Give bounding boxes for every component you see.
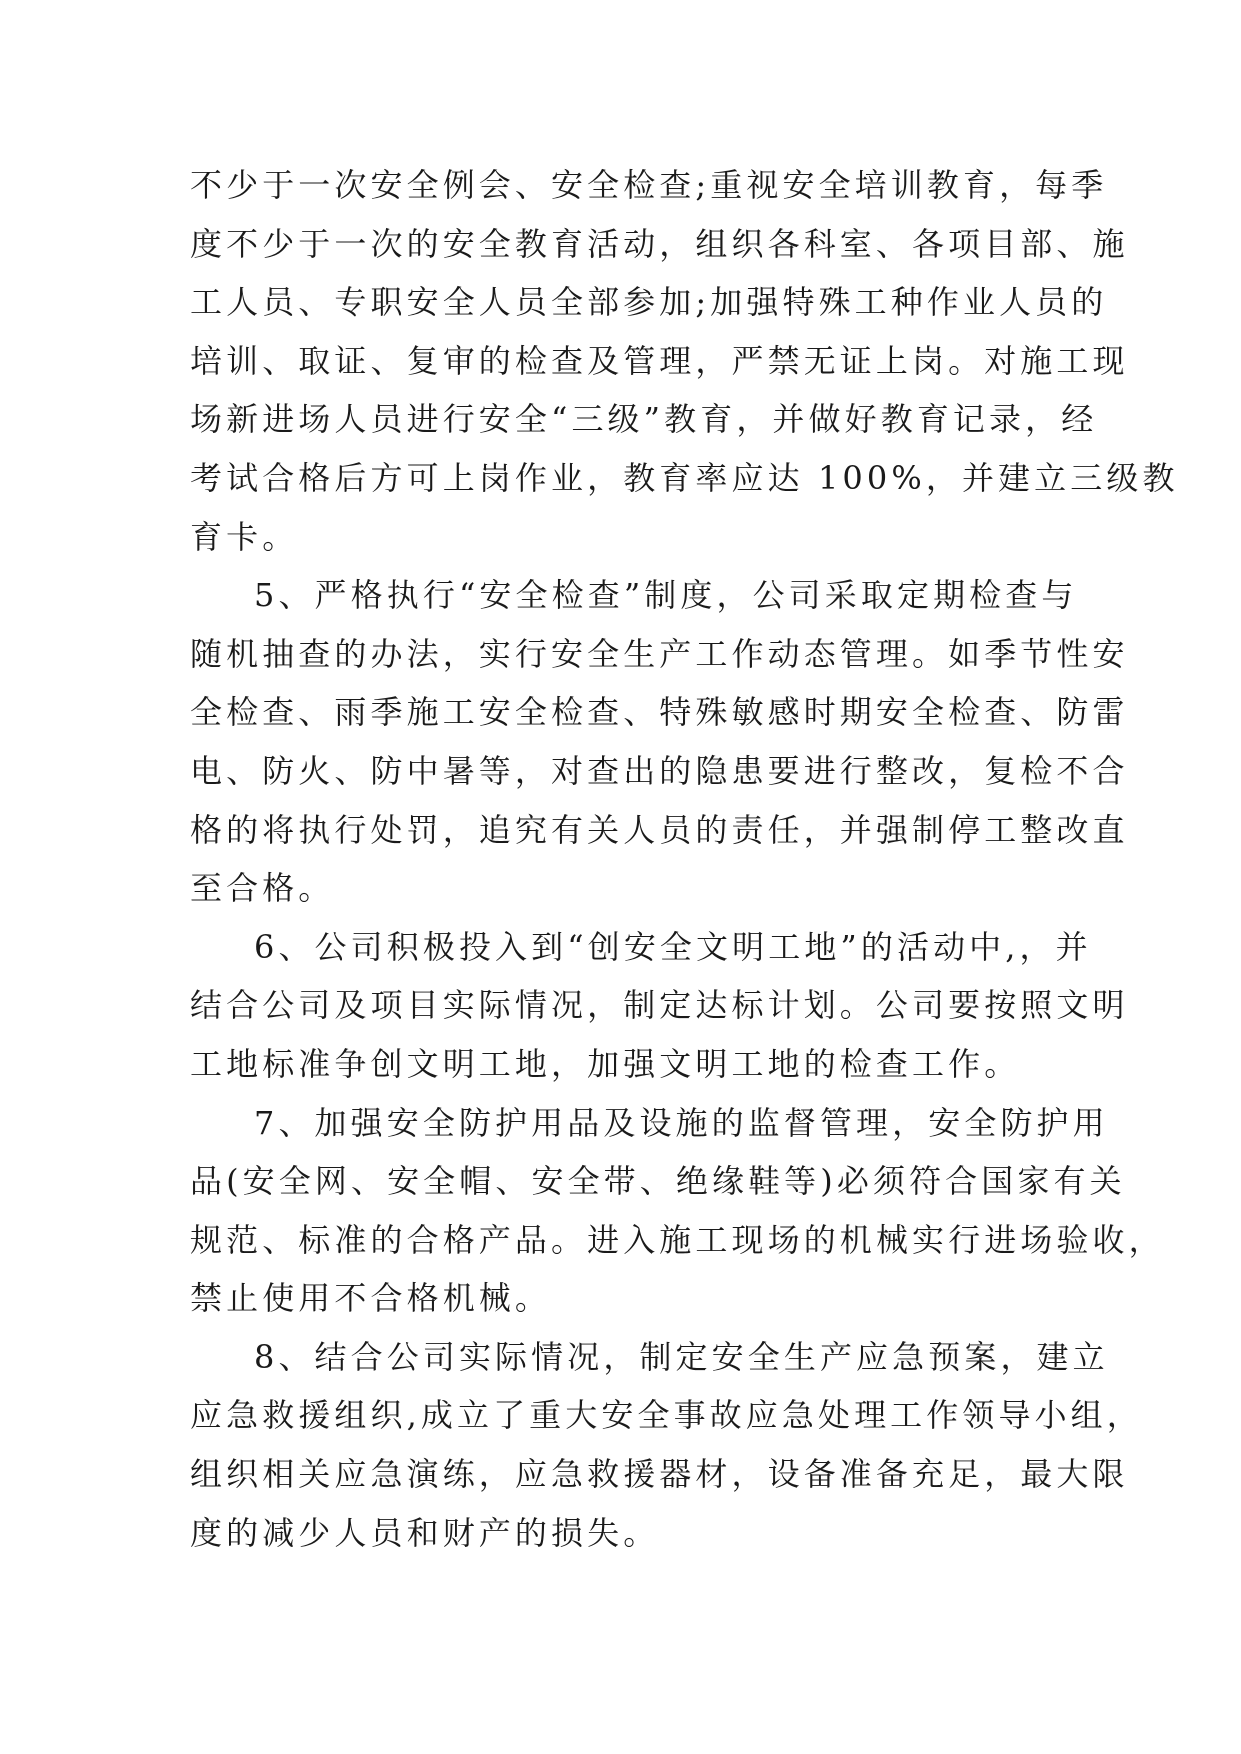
paragraph-item-8 xyxy=(190,1328,1143,1562)
paragraph-line: 随机抽查的办法，实行安全生产工作动态管理。如季节性安 xyxy=(190,634,1129,673)
paragraph-line: 电、防火、防中暑等，对查出的隐患要进行整改，复检不合 xyxy=(190,751,1129,790)
paragraph-line: 场新进场人员进行安全“三级”教育，并做好教育记录，经 xyxy=(190,400,1098,439)
paragraph-line: 组织相关应急演练，应急救援器材，设备准备充足，最大限 xyxy=(190,1455,1129,1494)
paragraph-line: 结合公司及项目实际情况，制定达标计划。公司要按照文明 xyxy=(190,986,1129,1025)
paragraph-line: 品(安全网、安全帽、安全带、绝缘鞋等)必须符合国家有关 xyxy=(190,1162,1126,1201)
paragraph-line: 考试合格后方可上岗作业，教育率应达 100%，并建立三级教 xyxy=(190,458,1179,497)
paragraph-item-5 xyxy=(190,566,1129,918)
paragraph-line: 格的将执行处罚，追究有关人员的责任，并强制停工整改直 xyxy=(190,810,1129,849)
paragraph-item-7 xyxy=(190,1094,1165,1328)
paragraph-line: 规范、标准的合格产品。进入施工现场的机械实行进场验收， xyxy=(190,1220,1165,1259)
paragraph-line: 应急救援组织,成立了重大安全事故应急处理工作领导小组， xyxy=(190,1396,1143,1435)
paragraph-line: 度的减少人员和财产的损失。 xyxy=(190,1513,660,1552)
paragraph-line: 禁止使用不合格机械。 xyxy=(190,1279,552,1318)
paragraph-line: 工人员、专职安全人员全部参加;加强特殊工种作业人员的 xyxy=(190,283,1108,322)
paragraph-line: 育卡。 xyxy=(190,517,299,556)
paragraph-line: 至合格。 xyxy=(190,869,335,908)
paragraph-line: 全检查、雨季施工安全检查、特殊敏感时期安全检查、防雷 xyxy=(190,693,1129,732)
paragraph-line: 培训、取证、复审的检查及管理，严禁无证上岗。对施工现 xyxy=(190,341,1129,380)
paragraph-line: 工地标准争创文明工地，加强文明工地的检查工作。 xyxy=(190,1044,1021,1083)
paragraph-line: 7、加强安全防护用品及设施的监督管理，安全防护用 xyxy=(254,1103,1109,1142)
paragraph-line: 不少于一次安全例会、安全检查;重视安全培训教育，每季 xyxy=(190,166,1108,204)
paragraph-line: 度不少于一次的安全教育活动，组织各科室、各项目部、施 xyxy=(190,224,1129,263)
paragraph-continued xyxy=(190,156,1179,566)
paragraph-line: 5、严格执行“安全检查”制度，公司采取定期检查与 xyxy=(254,576,1078,615)
document-body xyxy=(190,156,1179,1562)
paragraph-item-6 xyxy=(190,918,1129,1094)
paragraph-line: 8、结合公司实际情况，制定安全生产应急预案，建立 xyxy=(254,1337,1109,1376)
paragraph-line: 6、公司积极投入到“创安全文明工地”的活动中,，并 xyxy=(254,927,1092,966)
